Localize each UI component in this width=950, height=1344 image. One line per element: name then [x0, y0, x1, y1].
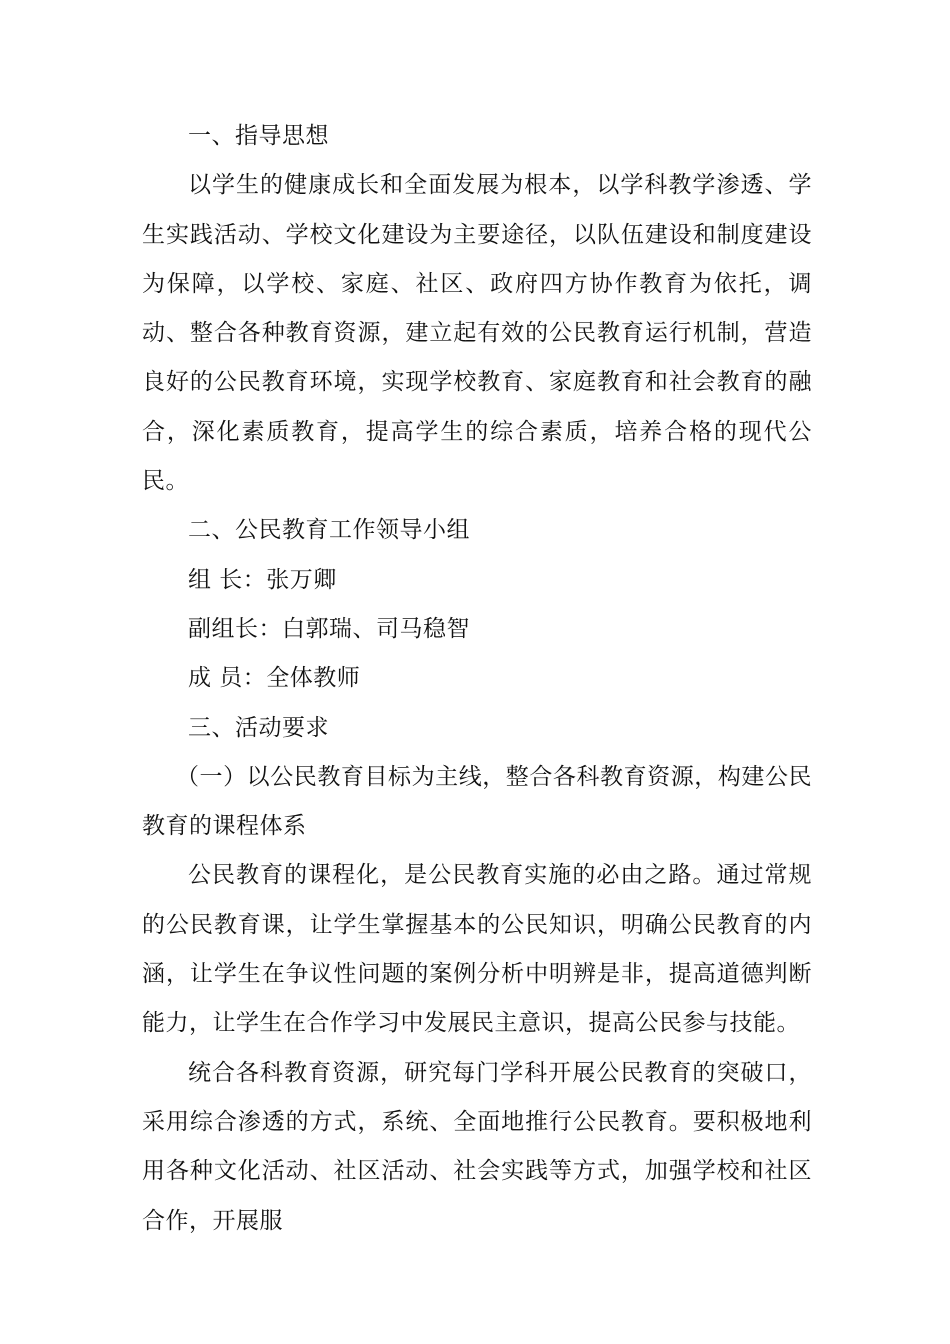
document-body	[142, 112, 812, 1246]
heading-guiding-thought: 一、指导思想	[188, 123, 329, 149]
heading-leadership-group: 二、公民教育工作领导小组	[188, 517, 470, 544]
paragraph-integrate-resources: 统合各科教育资源，研究每门学科开展公民教育的突破口，采用综合渗透的方式，系统、全面地推行公民教育。要积极地利用各种文化活动、社区活动、社会实践等方式，加强学校和社区合作，开展服	[142, 1059, 812, 1234]
members-line: 成 员：全体教师	[188, 665, 361, 692]
heading-activity-requirements: 三、活动要求	[188, 714, 329, 741]
paragraph-guiding-thought: 以学生的健康成长和全面发展为根本，以学科教学渗透、学生实践活动、学校文化建设为主要途径，以队伍建设和制度建设为保障，以学校、家庭、社区、政府四方协作教育为依托，调动、整合各种教育资源，建立起有效的公民教育运行机制，营造良好的公民教育环境，实现学校教育、家庭教育和社会教育的融合，深化素质教育，提高学生的综合素质，培养合格的现代公民。	[142, 172, 812, 495]
subheading-curriculum-system: （一）以公民教育目标为主线，整合各科教育资源，构建公民教育的课程体系	[142, 763, 812, 840]
group-leader-line: 组 长：张万卿	[188, 566, 337, 593]
paragraph-curriculum: 公民教育的课程化，是公民教育实施的必由之路。通过常规的公民教育课，让学生掌握基本的公民知识，明确公民教育的内涵，让学生在争议性问题的案例分析中明辨是非，提高道德判断能力，让学生在合作学习中发展民主意识，提高公民参与技能。	[142, 862, 812, 1037]
deputy-leader-line: 副组长：白郭瑞、司马稳智	[188, 615, 470, 642]
